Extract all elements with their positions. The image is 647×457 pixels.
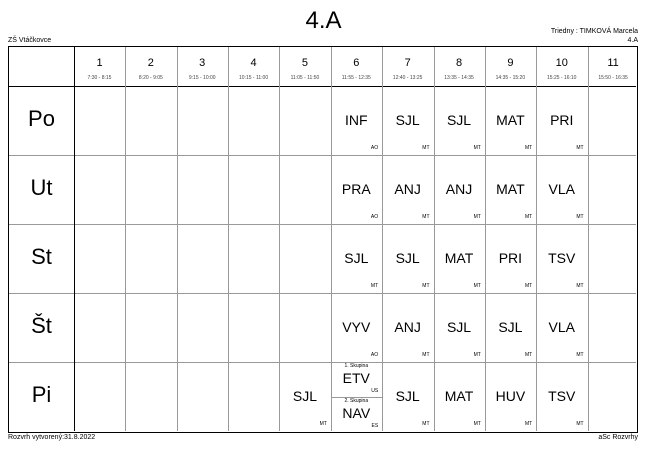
row-divider <box>9 362 636 363</box>
period-number: 10 <box>555 57 568 69</box>
period-time: 13:35 - 14:35 <box>444 75 474 81</box>
period-divider <box>485 47 486 431</box>
timetable-grid <box>8 46 638 433</box>
period-time: 9:15 - 10:00 <box>188 75 216 81</box>
lesson-subject: PRI <box>550 112 574 128</box>
lesson-subject: ANJ <box>394 319 421 335</box>
day-column-divider <box>74 47 75 431</box>
lesson-teacher: MT <box>473 352 481 358</box>
class-teacher: Triedny : TIMKOVÁ Marcela <box>550 28 638 35</box>
period-divider <box>536 47 537 431</box>
lesson-subject: MAT <box>496 181 525 197</box>
lesson-teacher: MT <box>576 214 584 220</box>
lesson-subject: SJL <box>446 319 472 335</box>
period-time: 15:25 - 16:10 <box>547 75 577 81</box>
lesson-subject: SJL <box>395 112 420 128</box>
period-number: 4 <box>250 57 257 69</box>
day-label: St <box>31 244 52 269</box>
period-number: 5 <box>301 57 308 69</box>
lesson-subject: PRA <box>341 181 371 197</box>
lesson-subject: MAT <box>444 388 474 404</box>
lesson-teacher: MT <box>525 283 533 289</box>
lesson-subject: TSV <box>548 388 576 404</box>
period-divider <box>279 47 280 431</box>
school-name: ZŠ Vtáčkovce <box>8 37 52 44</box>
lesson-subject: SJL <box>395 250 420 266</box>
lesson-subject: HUV <box>495 388 526 404</box>
group-teacher: US <box>371 388 379 394</box>
lesson-teacher: MT <box>473 421 481 427</box>
period-time: 14:35 - 15:20 <box>495 75 526 81</box>
period-time: 11:05 - 11:50 <box>290 75 320 81</box>
group-subject: NAV <box>342 404 371 421</box>
lesson-teacher: MT <box>370 283 379 289</box>
period-divider <box>382 47 383 431</box>
lesson-teacher: MT <box>422 283 430 289</box>
lesson-teacher: MT <box>422 421 430 427</box>
lesson-subject: SJL <box>446 112 472 128</box>
period-number: 7 <box>404 57 411 69</box>
lesson-subject: PRI <box>498 250 523 266</box>
header-divider <box>9 86 636 87</box>
lesson-subject: MAT <box>496 112 525 128</box>
lesson-teacher: MT <box>473 145 481 151</box>
lesson-teacher: MT <box>525 421 533 427</box>
lesson-subject: VLA <box>548 319 575 335</box>
lesson-subject: ANJ <box>394 181 421 197</box>
period-number: 6 <box>353 57 360 69</box>
period-number: 9 <box>507 57 514 69</box>
created-date: Rozvrh vytvorený:31.8.2022 <box>8 434 96 441</box>
software-name: aSc Rozvrhy <box>598 434 638 441</box>
lesson-teacher: MT <box>422 214 430 220</box>
lesson-subject: SJL <box>498 319 523 335</box>
period-number: 1 <box>96 57 103 69</box>
day-label: Ut <box>30 175 53 200</box>
group-subject: ETV <box>342 370 370 386</box>
lesson-subject: VLA <box>548 181 575 197</box>
group-label: 1. Skupina <box>344 363 369 369</box>
lesson-teacher: MT <box>473 283 481 289</box>
lesson-teacher: AO <box>370 214 379 220</box>
period-time: 7:30 - 8:15 <box>87 75 112 81</box>
lesson-teacher: MT <box>473 214 481 220</box>
lesson-teacher: MT <box>576 421 584 427</box>
period-divider <box>177 47 178 431</box>
lesson-teacher: MT <box>525 214 533 220</box>
period-number: 8 <box>455 57 463 69</box>
lesson-subject: INF <box>345 112 368 128</box>
group-teacher: ES <box>371 422 379 429</box>
group-label: 2. Skupina <box>344 397 369 404</box>
lesson-teacher: MT <box>576 352 584 358</box>
row-divider <box>9 224 636 225</box>
lesson-teacher: MT <box>525 352 533 358</box>
lesson-subject: VYV <box>342 319 371 335</box>
lesson-teacher: MT <box>422 145 430 151</box>
day-label: Po <box>28 106 55 131</box>
lesson-subject: SJL <box>395 388 420 404</box>
period-time: 11:55 - 12:35 <box>341 75 371 81</box>
lesson-subject: ANJ <box>445 181 473 197</box>
lesson-teacher: MT <box>576 145 584 151</box>
lesson-teacher: MT <box>525 145 533 151</box>
lesson-teacher: MT <box>576 283 584 289</box>
page-title: 4.A <box>305 7 342 34</box>
lesson-subject: SJL <box>344 250 369 266</box>
period-number: 2 <box>147 57 154 69</box>
lesson-teacher: AO <box>370 145 379 151</box>
period-time: 10:15 - 11:00 <box>239 75 269 81</box>
period-time: 12:40 - 13:25 <box>392 75 423 81</box>
lesson-teacher: MT <box>319 421 327 427</box>
period-divider <box>125 47 126 431</box>
period-divider <box>228 47 229 431</box>
lesson-teacher: MT <box>422 352 430 358</box>
period-time: 15:50 - 16:35 <box>598 75 628 81</box>
lesson-subject: MAT <box>444 250 474 266</box>
period-number: 11 <box>607 57 619 69</box>
lesson-subject: TSV <box>548 250 576 266</box>
lesson-subject: SJL <box>292 388 317 404</box>
row-divider <box>9 293 636 294</box>
row-divider <box>9 155 636 156</box>
period-number: 3 <box>199 57 206 69</box>
period-divider <box>434 47 435 431</box>
class-code: 4.A <box>627 37 638 44</box>
lesson-teacher: AO <box>370 352 379 358</box>
period-divider <box>588 47 589 431</box>
period-time: 8:20 - 9:05 <box>138 75 163 81</box>
day-label: Št <box>31 313 52 338</box>
day-label: Pi <box>31 382 52 407</box>
